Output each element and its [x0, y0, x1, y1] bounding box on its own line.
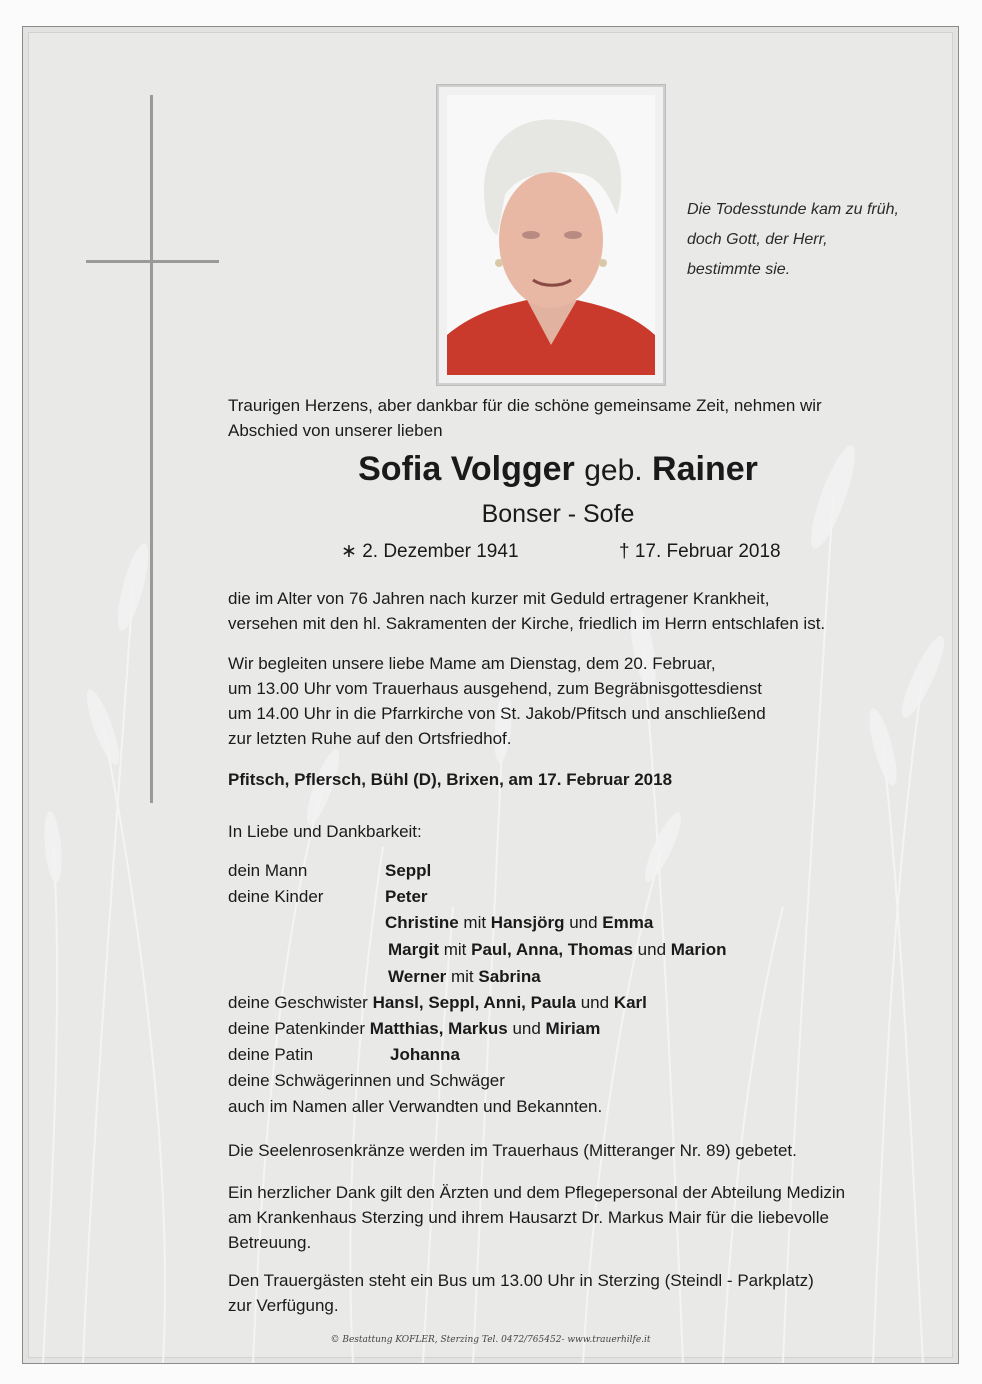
- thanks-line: Betreuung.: [228, 1233, 312, 1252]
- name: Matthias, Markus: [369, 1019, 508, 1038]
- thanks-line: Ein herzlicher Dank gilt den Ärzten und dem Pflegepersonal der Abteilung Medizin: [228, 1183, 846, 1202]
- paragraph-line: versehen mit den hl. Sakramenten der Kirche, friedlich im Herrn entschlafen ist.: [228, 614, 826, 633]
- connector: mit: [458, 913, 491, 932]
- inlaws-line: deine Schwägerinnen und Schwäger: [228, 1071, 505, 1090]
- death-date: † 17. Februar 2018: [619, 541, 781, 562]
- intro-text: [228, 393, 822, 443]
- godmother-name: [390, 1042, 460, 1068]
- name: Karl: [613, 993, 647, 1012]
- portrait-illustration: [447, 95, 655, 375]
- thanks-line: am Krankenhaus Sterzing und ihrem Hausarzt Dr. Markus Mair für die liebevolle: [228, 1208, 829, 1227]
- intro-line: Traurigen Herzens, aber dankbar für die schöne gemeinsame Zeit, nehmen wir: [228, 396, 822, 415]
- name: Peter: [385, 887, 428, 906]
- deceased-maiden-name: Rainer: [652, 450, 758, 488]
- paragraph-line: die im Alter von 76 Jahren nach kurzer mit Geduld ertragener Krankheit,: [228, 589, 770, 608]
- portrait-photo: [447, 95, 655, 375]
- siblings-row: [228, 990, 647, 1016]
- name: Hansl, Seppl, Anni, Paula: [372, 993, 576, 1012]
- portrait-frame: [437, 85, 665, 385]
- name: Margit: [388, 940, 439, 959]
- name: Sabrina: [478, 967, 541, 986]
- name: Marion: [670, 940, 727, 959]
- child-line: [388, 964, 541, 990]
- husband-label: dein Mann: [228, 861, 308, 880]
- connector: und: [564, 913, 603, 932]
- quote-line: doch Gott, der Herr,: [687, 231, 828, 248]
- deceased-nickname: Bonser - Sofe: [481, 500, 635, 528]
- obituary-card: [22, 26, 959, 1364]
- name: Miriam: [545, 1019, 601, 1038]
- paragraph-funeral: [228, 651, 766, 751]
- connector: mit: [446, 967, 479, 986]
- bus-line: Den Trauergästen steht ein Bus um 13.00 Uhr in Sterzing (Steindl - Parkplatz): [228, 1271, 814, 1290]
- child-line: [385, 884, 428, 910]
- place-date: Pfitsch, Pflersch, Bühl (D), Brixen, am 17. Februar 2018: [228, 770, 673, 789]
- rosary-note: Die Seelenrosenkränze werden im Trauerhaus (Mitteranger Nr. 89) gebetet.: [228, 1141, 797, 1160]
- funeral-home-footer: © Bestattung KOFLER, Sterzing Tel. 0472/765452- www.trauerhilfe.it: [330, 1335, 651, 1345]
- paragraph-line: Wir begleiten unsere liebe Mame am Dienstag, dem 20. Februar,: [228, 654, 716, 673]
- connector: mit: [439, 940, 472, 959]
- bus-note: [228, 1268, 814, 1318]
- family-heading: In Liebe und Dankbarkeit:: [228, 822, 422, 841]
- quote-line: bestimmte sie.: [687, 261, 791, 278]
- cross-icon-vertical: [150, 95, 153, 803]
- quote-verse: [687, 195, 937, 285]
- godchildren-row: [228, 1016, 600, 1042]
- connector: und: [507, 1019, 546, 1038]
- paragraph-line: um 14.00 Uhr in die Pfarrkirche von St. Jakob/Pfitsch und anschließend: [228, 704, 766, 723]
- paragraph-passing: [228, 586, 825, 636]
- paragraph-line: um 13.00 Uhr vom Trauerhaus ausgehend, zum Begräbnisgottesdienst: [228, 679, 762, 698]
- intro-line: Abschied von unserer lieben: [228, 421, 443, 440]
- connector: und: [632, 940, 671, 959]
- children-label: deine Kinder: [228, 887, 324, 906]
- name: Emma: [602, 913, 654, 932]
- deceased-first-last: Sofia Volgger: [358, 450, 575, 488]
- siblings-label: deine Geschwister: [228, 993, 368, 1012]
- godchildren-label: deine Patenkinder: [228, 1019, 366, 1038]
- name: Hansjörg: [490, 913, 565, 932]
- name: Johanna: [390, 1045, 460, 1064]
- quote-line: Die Todesstunde kam zu früh,: [687, 201, 899, 218]
- husband-name: [385, 858, 431, 884]
- connector: und: [576, 993, 614, 1012]
- thanks-note: [228, 1180, 845, 1255]
- name: Christine: [385, 913, 459, 932]
- name: Werner: [388, 967, 447, 986]
- bus-line: zur Verfügung.: [228, 1296, 339, 1315]
- child-line: [385, 910, 653, 936]
- godmother-label: deine Patin: [228, 1045, 314, 1064]
- child-line: [388, 937, 727, 963]
- geb-label: geb.: [584, 454, 643, 487]
- deceased-name: [228, 447, 888, 493]
- paragraph-line: zur letzten Ruhe auf den Ortsfriedhof.: [228, 729, 512, 748]
- name: Paul, Anna, Thomas: [471, 940, 633, 959]
- cross-icon-horizontal: [86, 260, 219, 263]
- name: Seppl: [385, 861, 432, 880]
- birth-date: ∗ 2. Dezember 1941: [341, 541, 519, 562]
- relatives-line: auch im Namen aller Verwandten und Bekannten.: [228, 1097, 603, 1116]
